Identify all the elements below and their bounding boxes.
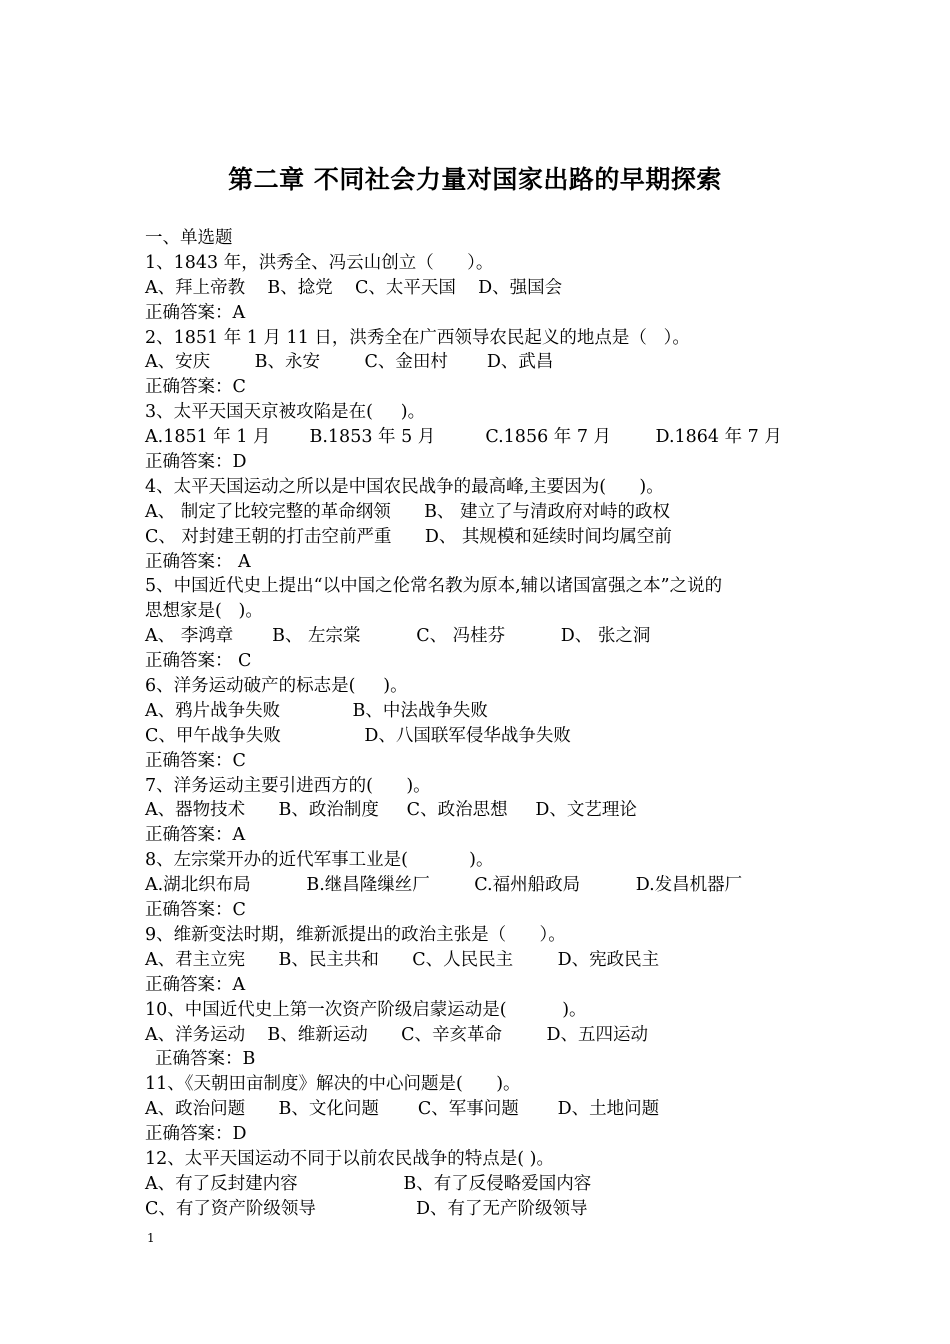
text-line: 正确答案：B [155,1049,256,1070]
text-line: A、君主立宪 B、民主共和 C、人民民主 D、宪政民主 [145,949,660,970]
page-title: 第二章 不同社会力量对国家出路的早期探索 [228,165,722,194]
text-line: A、鸦片战争失败 B、中法战争失败 [145,700,488,721]
text-line: C、 对封建王朝的打击空前严重 D、 其规模和延续时间均属空前 [145,526,672,547]
text-line: 正确答案：C [145,750,246,771]
text-line: A.1851 年 1 月 B.1853 年 5 月 C.1856 年 7 月 D.1864 年 7 月 [145,427,782,448]
text-line: 9、维新变法时期，维新派提出的政治主张是（ ）。 [145,924,566,945]
text-line: A、有了反封建内容 B、有了反侵略爱国内容 [145,1173,592,1194]
text-line: 正确答案：C [145,900,246,921]
text-line: A、器物技术 B、政治制度 C、政治思想 D、文艺理论 [145,800,637,821]
text-line: 正确答案： C [145,651,252,672]
page-number: 1 [147,1231,155,1245]
text-line: 10、中国近代史上第一次资产阶级启蒙运动是( )。 [145,999,587,1020]
text-line: 正确答案：A [145,825,246,846]
text-line: 8、左宗棠开办的近代军事工业是( )。 [145,850,494,871]
text-line: C、甲午战争失败 D、八国联军侵华战争失败 [145,725,571,746]
text-line: 12、太平天国运动不同于以前农民战争的特点是( )。 [145,1148,554,1169]
text-line: C、有了资产阶级领导 D、有了无产阶级领导 [145,1198,588,1219]
text-line: A、安庆 B、永安 C、金田村 D、武昌 [145,352,554,373]
text-line: 一、单选题 [145,228,233,248]
text-line: A、拜上帝教 B、捻党 C、太平天国 D、强国会 [145,277,563,298]
text-line: 6、洋务运动破产的标志是( )。 [145,676,408,697]
text-line: 正确答案：C [145,377,246,398]
text-line: A、洋务运动 B、维新运动 C、辛亥革命 D、五四运动 [145,1024,649,1045]
text-line: 11、《天朝田亩制度》解决的中心问题是( )。 [145,1074,521,1095]
text-line: 1、1843 年，洪秀全、冯云山创立（ ）。 [145,252,494,273]
text-line: A、 制定了比较完整的革命纲领 B、 建立了与清政府对峙的政权 [145,501,670,522]
text-line: A、 李鸿章 B、 左宗棠 C、 冯桂芬 D、 张之洞 [145,626,651,647]
text-line: 3、太平天国天京被攻陷是在( )。 [145,402,426,423]
text-line: 正确答案：D [145,1124,247,1145]
question-list [145,226,825,1222]
text-line: A.湖北织布局 B.继昌隆缫丝厂 C.福州船政局 D.发昌机器厂 [145,875,743,896]
text-line: 正确答案：A [145,302,246,323]
text-line: 5、中国近代史上提出“以中国之伦常名教为原本,辅以诸国富强之本”之说的 [145,576,723,597]
text-line: 正确答案： A [145,551,251,572]
text-line: 4、太平天国运动之所以是中国农民战争的最高峰,主要因为( )。 [145,476,664,497]
text-line: 思想家是( )。 [145,601,263,622]
text-line: A、政治问题 B、文化问题 C、军事问题 D、土地问题 [145,1099,660,1120]
text-line: 2、1851 年 1 月 11 日，洪秀全在广西领导农民起义的地点是（ ）。 [145,327,690,348]
text-line: 7、洋务运动主要引进西方的( )。 [145,775,431,796]
text-line: 正确答案：A [145,974,246,995]
text-line: 正确答案：D [145,452,247,473]
